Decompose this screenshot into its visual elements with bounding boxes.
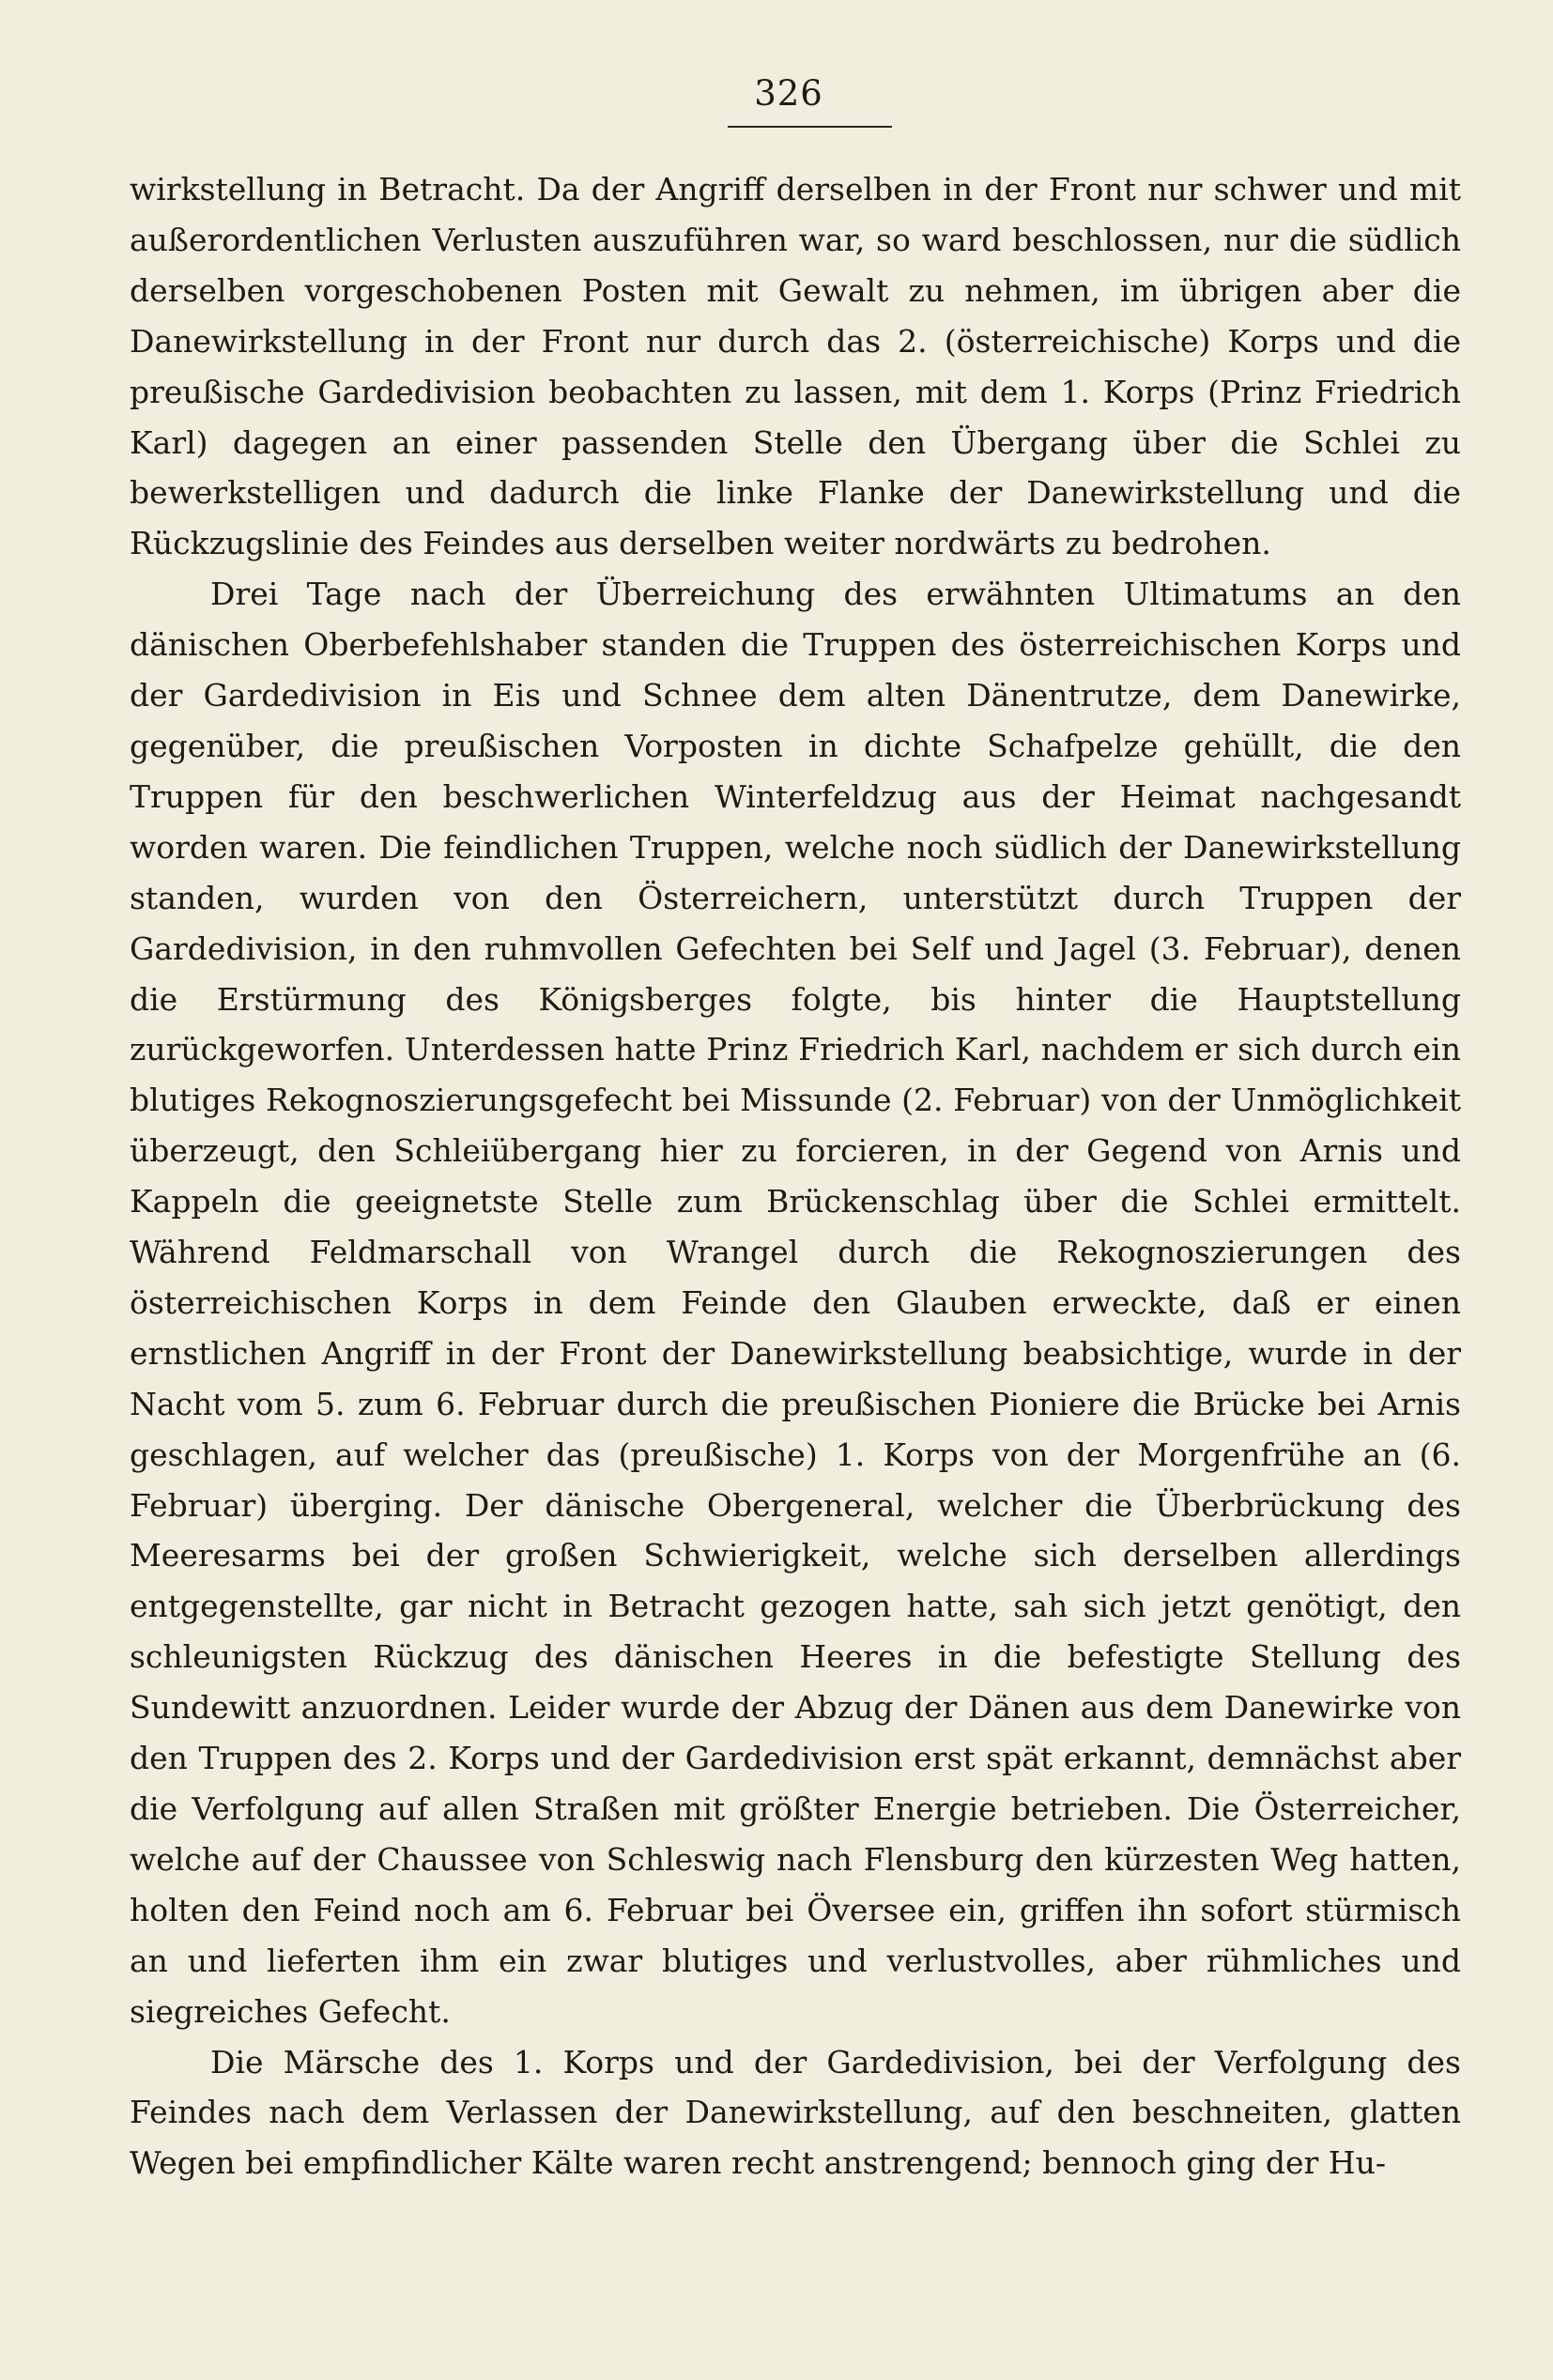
paragraph-3: Die Märsche des 1. Korps und der Gardedivision, bei der Verfolgung des Feindes nach dem Verlassen der Danewirkstellung, auf den beschneiten, glatten Wegen bei empfindlicher Kälte waren recht anstrengend; bennoch ging der Hu- [130,2043,1461,2182]
paragraph-2: Drei Tage nach der Überreichung des erwähnten Ultimatums an den dänischen Oberbefehlshaber standen die Truppen des österreichischen Korps und der Gardedivision in Eis und Schnee dem alten Dänentrutze, dem Danewirke, gegenüber, die preußischen Vorposten in dichte Schafpelze gehüllt, die den Truppen für den beschwerlichen Winterfeldzug aus der Heimat nachgesandt worden waren. Die feindlichen Truppen, welche noch südlich der Danewirkstellung standen, wurden von den Österreichern, unterstützt durch Truppen der Gardedivision, in den ruhmvollen Gefechten bei Self und Jagel (3. Februar), denen die Erstürmung des Königsberges folgte, bis hinter die Hauptstellung zurückgeworfen. Unterdessen hatte Prinz Friedrich Karl, nachdem er sich durch ein blutiges Rekognoszierungsgefecht bei Missunde (2. Februar) von der Unmöglichkeit überzeugt, den Schleiübergang hier zu forcieren, in der Gegend von Arnis und Kappeln die geeignetste Stelle zum Brückenschlag über die Schlei ermittelt. Während Feldmarschall von Wrangel durch die Rekognoszierungen des österreichischen Korps in dem Feinde den Glauben erweckte, daß er einen ernstlichen Angriff in der Front der Danewirkstellung beabsichtige, wurde in der Nacht vom 5. zum 6. Februar durch die preußischen Pioniere die Brücke bei Arnis geschlagen, auf welcher das (preußische) 1. Korps von der Morgenfrühe an (6. Februar) überging. Der dänische Obergeneral, welcher die Überbrückung des Meeresarms bei der großen Schwierigkeit, welche sich derselben allerdings entgegenstellte, gar nicht in Betracht gezogen hatte, sah sich jetzt genötigt, den schleunigsten Rückzug des dänischen Heeres in die befestigte Stellung des Sundewitt anzuordnen. Leider wurde der Abzug der Dänen aus dem Danewirke von den Truppen des 2. Korps und der Gardedivision erst spät erkannt, demnächst aber die Verfolgung auf allen Straßen mit größter Energie betrieben. Die Österreicher, welche auf der Chaussee von Schleswig nach Flensburg den kürzesten Weg hatten, holten den Feind noch am 6. Februar bei Översee ein, griffen ihn sofort stürmisch an und lieferten ihm ein zwar blutiges und verlustvolles, aber rühmliches und siegreiches Gefecht. [130,576,1461,2030]
header-rule [728,126,892,128]
page-number: 326 [754,73,823,114]
paragraph-1: wirkstellung in Betracht. Da der Angriff derselben in der Front nur schwer und mit außerordentlichen Verlusten auszuführen war, so ward beschlossen, nur die südlich derselben vorgeschobenen Posten mit Gewalt zu nehmen, im übrigen aber die Danewirkstellung in der Front nur durch das 2. (österreichische) Korps und die preußische Gardedivision beobachten zu lassen, mit dem 1. Korps (Prinz Friedrich Karl) dagegen an einer passenden Stelle den Übergang über die Schlei zu bewerkstelligen und dadurch die linke Flanke der Danewirkstellung und die Rückzugslinie des Feindes aus derselben weiter nordwärts zu bedrohen. [130,171,1461,562]
body-text [130,164,1461,2188]
